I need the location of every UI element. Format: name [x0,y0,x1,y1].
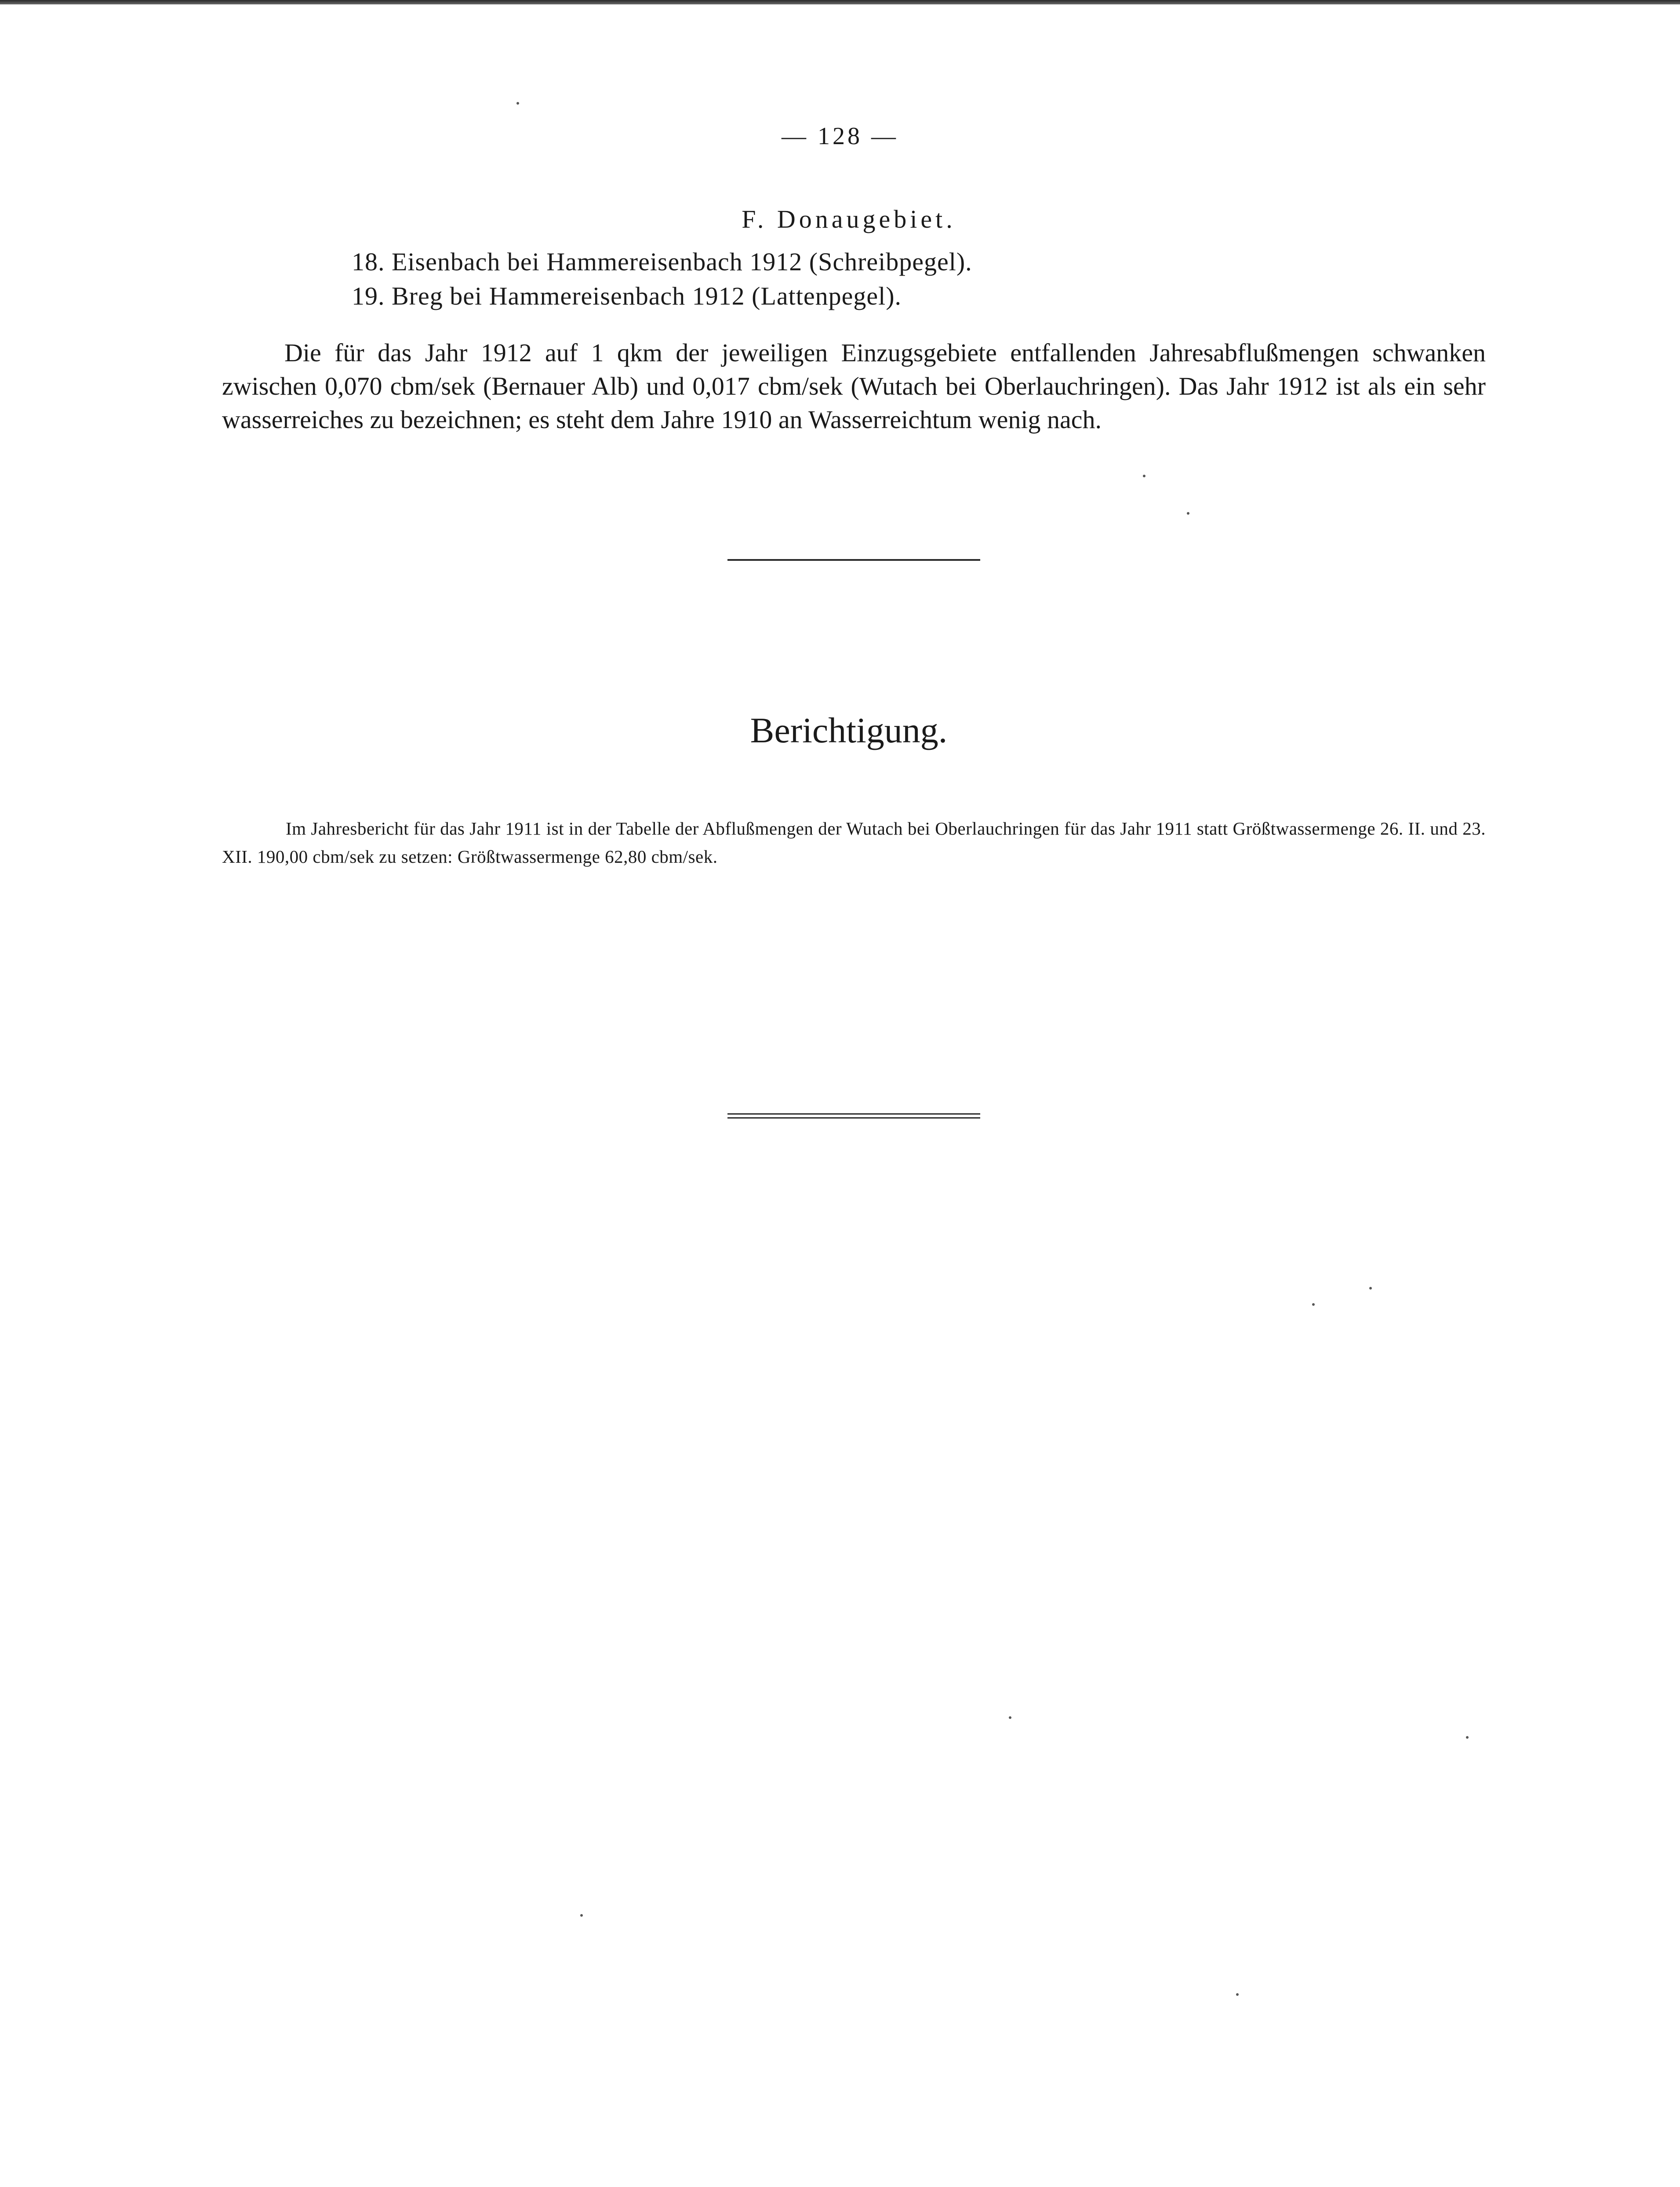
section-heading: F. Donaugebiet. [742,205,956,233]
top-border-rule [0,0,1680,4]
scan-speck [1187,512,1189,515]
scan-speck [1312,1303,1315,1306]
scan-speck [1143,475,1145,477]
scan-speck [1009,1716,1011,1719]
scan-speck [516,102,519,105]
correction-paragraph: Im Jahresbericht für das Jahr 1911 ist in der Tabelle der Abflußmengen der Wutach bei Oberlauchringen für das Jahr 1911 statt Größtwassermenge 26. II. und 23. XII. 190,00 cbm/sek zu setzen: Größtwassermenge 62,80 cbm/sek. [222,818,1486,867]
scan-speck [580,1914,583,1917]
correction-title: Berichtigung. [750,710,948,750]
scan-speck [1466,1736,1469,1739]
station-entry-18: 18. Eisenbach bei Hammereisenbach 1912 (Schreibpegel). [352,247,972,276]
station-entry-19: 19. Breg bei Hammereisenbach 1912 (Lattenpegel). [352,282,902,310]
scan-speck [1369,1287,1372,1290]
section-divider [727,559,980,561]
end-double-rule [727,1113,980,1119]
page-number: — 128 — [782,123,898,150]
body-paragraph: Die für das Jahr 1912 auf 1 qkm der jeweiligen Einzugsgebiete entfallenden Jahresabflußmengen schwanken zwischen 0,070 cbm/sek (Bernauer Alb) und 0,017 cbm/sek (Wutach bei Oberlauchringen). Das Jahr 1912 ist als ein sehr wasserreiches zu bezeichnen; es steht dem Jahre 1910 an Wasserreichtum wenig nach. [222,338,1486,434]
scan-speck [1236,1993,1239,1996]
